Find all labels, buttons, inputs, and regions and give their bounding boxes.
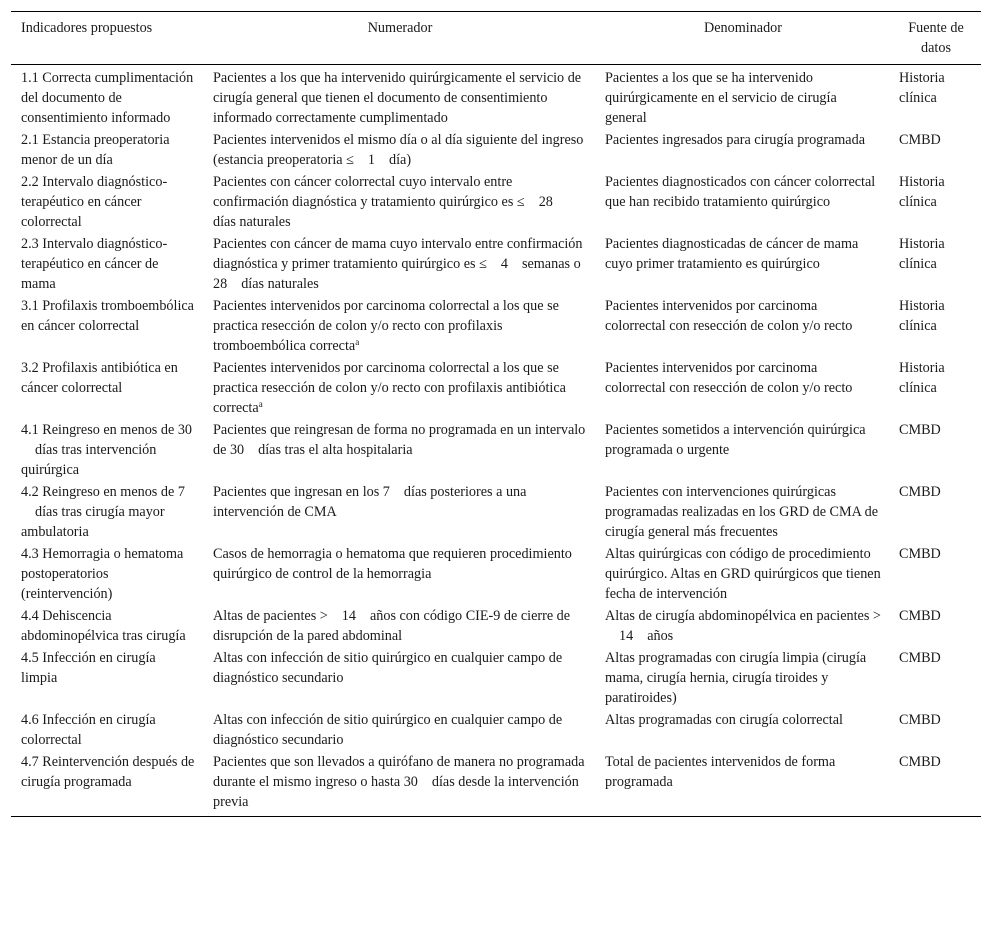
numerator-cell — [203, 129, 595, 171]
source-cell: CMBD — [899, 546, 941, 562]
table-row — [11, 357, 981, 419]
table-row — [11, 233, 981, 295]
table-row — [11, 171, 981, 233]
table-row — [11, 751, 981, 817]
indicator-cell — [11, 419, 203, 481]
table-row — [11, 65, 981, 130]
header-fuente: Fuente de datos — [908, 20, 964, 56]
numerator-cell — [203, 605, 595, 647]
denominator-value: 14 — [619, 628, 634, 644]
numerator-value: 1 — [367, 152, 376, 168]
table-row — [11, 543, 981, 605]
indicator-cell: 3.2 Profilaxis antibiótica en cáncer colorrectal — [21, 360, 178, 396]
numerator-cell — [203, 295, 595, 357]
table-header-row — [11, 12, 981, 65]
numerator-text: Pacientes con cáncer de mama cuyo intervalo entre confirmación diagnóstica y primer tratamiento quirúrgico es ≤ — [213, 236, 583, 272]
indicator-cell — [11, 481, 203, 543]
denominator-cell: Total de pacientes intervenidos de forma programada — [605, 754, 836, 790]
numerator-cell: Altas con infección de sitio quirúrgico en cualquier campo de diagnóstico secundario — [213, 712, 563, 748]
numerator-value: 4 — [500, 256, 508, 272]
indicators-table — [11, 11, 981, 817]
source-cell: Historia clínica — [899, 174, 945, 210]
numerator-cell — [203, 481, 595, 543]
indicator-cell: 2.2 Intervalo diagnóstico-terapéutico en cáncer colorrectal — [21, 174, 168, 230]
source-cell: Historia clínica — [899, 360, 945, 396]
table-row — [11, 709, 981, 751]
numerator-cell: Casos de hemorragia o hematoma que requieren procedimiento quirúrgico de control de la hemorragia — [213, 546, 572, 582]
source-cell: Historia clínica — [899, 298, 945, 334]
denominator-cell: Altas programadas con cirugía colorrectal — [605, 712, 843, 728]
denominator-cell: Pacientes diagnosticados con cáncer colorrectal que han recibido tratamiento quirúrgico — [605, 174, 876, 210]
numerator-unit: día) — [389, 152, 412, 168]
denominator-cell — [595, 605, 889, 647]
indicator-cell: 4.6 Infección en cirugía colorrectal — [21, 712, 156, 748]
denominator-cell: Altas programadas con cirugía limpia (cirugía mama, cirugía hernia, cirugía tiroides y paratiroides) — [605, 650, 867, 706]
table-row — [11, 295, 981, 357]
numerator-text: Pacientes intervenidos por carcinoma colorrectal a los que se practica resección de colon y/o recto con profilaxis tromboembólica correcta — [213, 298, 559, 354]
numerator-text: Altas de pacientes > — [213, 608, 328, 624]
denominator-cell: Pacientes con intervenciones quirúrgicas programadas realizadas en los GRD de CMA de cirugía general más frecuentes — [605, 484, 879, 540]
numerator-cell — [203, 751, 595, 817]
footnote-marker: a — [258, 399, 263, 409]
denominator-cell: Pacientes ingresados para cirugía programada — [605, 132, 865, 148]
numerator-cell: Pacientes a los que ha intervenido quirúrgicamente el servicio de cirugía general que tienen el documento de consentimiento informado correctamente cumplimentado — [213, 70, 582, 126]
source-cell: Historia clínica — [899, 70, 945, 106]
table-row — [11, 481, 981, 543]
indicator-text-2: días tras intervención quirúrgica — [21, 442, 157, 478]
denominator-cell: Pacientes diagnosticadas de cáncer de mama cuyo primer tratamiento es quirúrgico — [605, 236, 859, 272]
table-row — [11, 605, 981, 647]
source-cell: CMBD — [899, 484, 941, 500]
numerator-value: 28 — [538, 194, 553, 210]
indicator-cell: 4.5 Infección en cirugía limpia — [21, 650, 156, 686]
source-cell: CMBD — [899, 608, 941, 624]
numerator-text-2: años con código CIE-9 de cierre de disrupción de la pared abdominal — [213, 608, 571, 644]
numerator-cell — [203, 233, 595, 295]
header-numerador: Numerador — [367, 20, 433, 36]
denominator-text: Altas de cirugía abdominopélvica en pacientes > — [605, 608, 881, 624]
source-cell: CMBD — [899, 650, 941, 666]
numerator-text-2: días desde la intervención previa — [213, 774, 579, 810]
table-row — [11, 647, 981, 709]
numerator-cell: Altas con infección de sitio quirúrgico en cualquier campo de diagnóstico secundario — [213, 650, 563, 686]
source-cell: CMBD — [899, 712, 941, 728]
indicator-cell: 4.7 Reintervención después de cirugía programada — [21, 754, 195, 790]
source-cell: CMBD — [899, 754, 941, 770]
indicator-cell: 1.1 Correcta cumplimentación del documento de consentimiento informado — [21, 70, 194, 126]
denominator-cell: Pacientes intervenidos por carcinoma colorrectal con resección de colon y/o recto — [605, 298, 853, 334]
source-cell: CMBD — [899, 132, 941, 148]
numerator-cell — [203, 419, 595, 481]
header-indicadores: Indicadores propuestos — [21, 20, 153, 36]
numerator-unit: días naturales — [213, 214, 291, 230]
indicator-cell: 3.1 Profilaxis tromboembólica en cáncer colorrectal — [21, 298, 194, 334]
indicator-text-2: días tras cirugía mayor ambulatoria — [21, 504, 165, 540]
numerator-text: Pacientes intervenidos el mismo día o al día siguiente del ingreso (estancia preoperatoria ≤ — [213, 132, 584, 168]
indicator-cell: 2.3 Intervalo diagnóstico-terapéutico en cáncer de mama — [21, 236, 168, 292]
denominator-cell: Pacientes intervenidos por carcinoma colorrectal con resección de colon y/o recto — [605, 360, 853, 396]
numerator-cell — [203, 357, 595, 419]
footnote-marker: a — [355, 337, 360, 347]
denominator-cell: Pacientes a los que se ha intervenido quirúrgicamente en el servicio de cirugía general — [605, 70, 837, 126]
numerator-unit-2: días naturales — [241, 276, 319, 292]
table-row — [11, 419, 981, 481]
numerator-unit: semanas o 28 — [213, 256, 581, 292]
numerator-value: 14 — [341, 608, 356, 624]
table-row — [11, 129, 981, 171]
numerator-text: Pacientes que ingresan en los 7 — [213, 484, 390, 500]
source-cell: Historia clínica — [899, 236, 945, 272]
indicator-text: 4.1 Reingreso en menos de 30 — [21, 422, 193, 438]
denominator-cell: Pacientes sometidos a intervención quirúrgica programada o urgente — [605, 422, 866, 458]
denominator-cell: Altas quirúrgicas con código de procedimiento quirúrgico. Altas en GRD quirúrgicos que tienen fecha de intervención — [605, 546, 881, 602]
numerator-text-2: días tras el alta hospitalaria — [258, 442, 413, 458]
indicator-cell: 4.3 Hemorragia o hematoma postoperatorios (reintervención) — [21, 546, 184, 602]
source-cell: CMBD — [899, 422, 941, 438]
numerator-text-2: días posteriores a una intervención de CMA — [213, 484, 527, 520]
numerator-text: Pacientes intervenidos por carcinoma colorrectal a los que se practica resección de colon y/o recto con profilaxis antibiótica correcta — [213, 360, 566, 416]
denominator-unit: años — [647, 628, 674, 644]
numerator-text: Pacientes con cáncer colorrectal cuyo intervalo entre confirmación diagnóstica y tratamiento quirúrgico es ≤ — [213, 174, 525, 210]
indicator-cell: 2.1 Estancia preoperatoria menor de un día — [21, 132, 170, 168]
numerator-text: Pacientes que son llevados a quirófano de manera no programada durante el mismo ingreso o hasta 30 — [213, 754, 585, 790]
indicator-cell: 4.4 Dehiscencia abdominopélvica tras cirugía — [21, 608, 186, 644]
indicator-text: 4.2 Reingreso en menos de 7 — [21, 484, 185, 500]
numerator-cell — [203, 171, 595, 233]
numerator-text: Pacientes que reingresan de forma no programada en un intervalo de 30 — [213, 422, 586, 458]
header-denominador: Denominador — [703, 20, 782, 36]
